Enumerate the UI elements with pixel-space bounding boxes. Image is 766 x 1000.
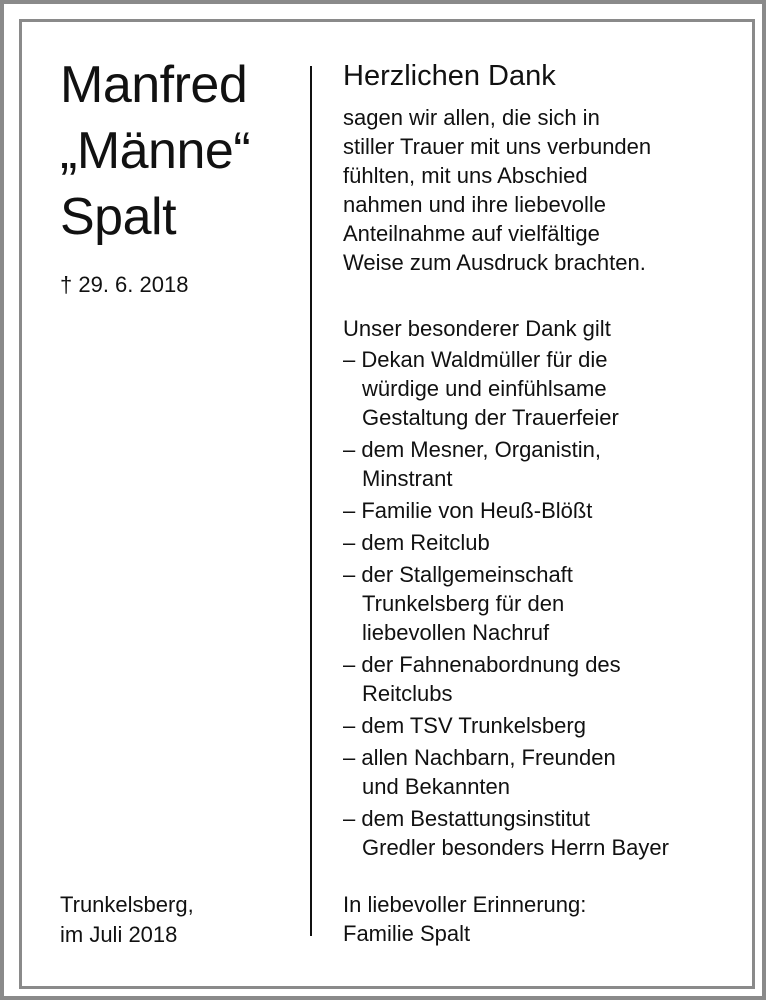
thanks-line: – der Fahnenabordnung des [343, 652, 621, 677]
intro-line: sagen wir allen, die sich in [343, 105, 600, 130]
thanks-list-item [343, 743, 723, 801]
intro-line: Weise zum Ausdruck brachten. [343, 250, 646, 275]
thanks-line: – dem TSV Trunkelsberg [343, 713, 586, 738]
place-and-date [60, 890, 194, 950]
death-date: † 29. 6. 2018 [60, 272, 189, 297]
thanks-line: Gredler besonders Herrn Bayer [362, 835, 669, 860]
intro-text [343, 103, 723, 277]
thanks-line: – dem Mesner, Organistin, [343, 437, 602, 462]
thanks-line: würdige und einfühlsame [362, 376, 607, 401]
thanks-line: – Dekan Waldmüller für die [343, 347, 608, 372]
thanks-list-item [343, 804, 723, 862]
intro-line: stiller Trauer mit uns verbunden [343, 134, 652, 159]
special-thanks [343, 314, 723, 865]
thanks-line: Gestaltung der Trauerfeier [362, 405, 619, 430]
intro-line: fühlten, mit uns Abschied [343, 163, 588, 188]
thanks-list-item [343, 345, 723, 432]
thanks-line: Minstrant [362, 466, 453, 491]
thanks-line: – dem Bestattungsinstitut [343, 806, 591, 831]
place-line: Trunkelsberg, [60, 892, 194, 917]
date-line: im Juli 2018 [60, 922, 178, 947]
signoff-family: Familie Spalt [343, 921, 471, 946]
thanks-line: – allen Nachbarn, Freunden [343, 745, 616, 770]
thanks-line: Reitclubs [362, 681, 453, 706]
intro-line: Anteilnahme auf vielfältige [343, 221, 600, 246]
thanks-list-item [343, 560, 723, 647]
column-divider [310, 66, 312, 936]
thanks-list-item [343, 711, 723, 740]
deceased-name [60, 52, 250, 250]
special-thanks-title: Unser besonderer Dank gilt [343, 316, 611, 341]
deceased-name-line: Spalt [60, 188, 177, 246]
thanks-list-item [343, 650, 723, 708]
thanks-line: – dem Reitclub [343, 530, 490, 555]
thanks-line: und Bekannten [362, 774, 511, 799]
thanks-line: Trunkelsberg für den [362, 591, 565, 616]
signoff [343, 890, 723, 948]
thanks-heading: Herzlichen Dank [343, 60, 556, 92]
thanks-line: liebevollen Nachruf [362, 620, 550, 645]
deceased-name-line: „Männe“ [60, 122, 251, 180]
thanks-list-item [343, 528, 723, 557]
intro-line: nahmen und ihre liebevolle [343, 192, 606, 217]
thanks-line: – der Stallgemeinschaft [343, 562, 573, 587]
thanks-list-item [343, 435, 723, 493]
thanks-list-item [343, 496, 723, 525]
signoff-line: In liebevoller Erinnerung: [343, 892, 587, 917]
thanks-list [343, 345, 723, 862]
thanks-line: – Familie von Heuß-Blößt [343, 498, 593, 523]
deceased-name-line: Manfred [60, 56, 248, 114]
